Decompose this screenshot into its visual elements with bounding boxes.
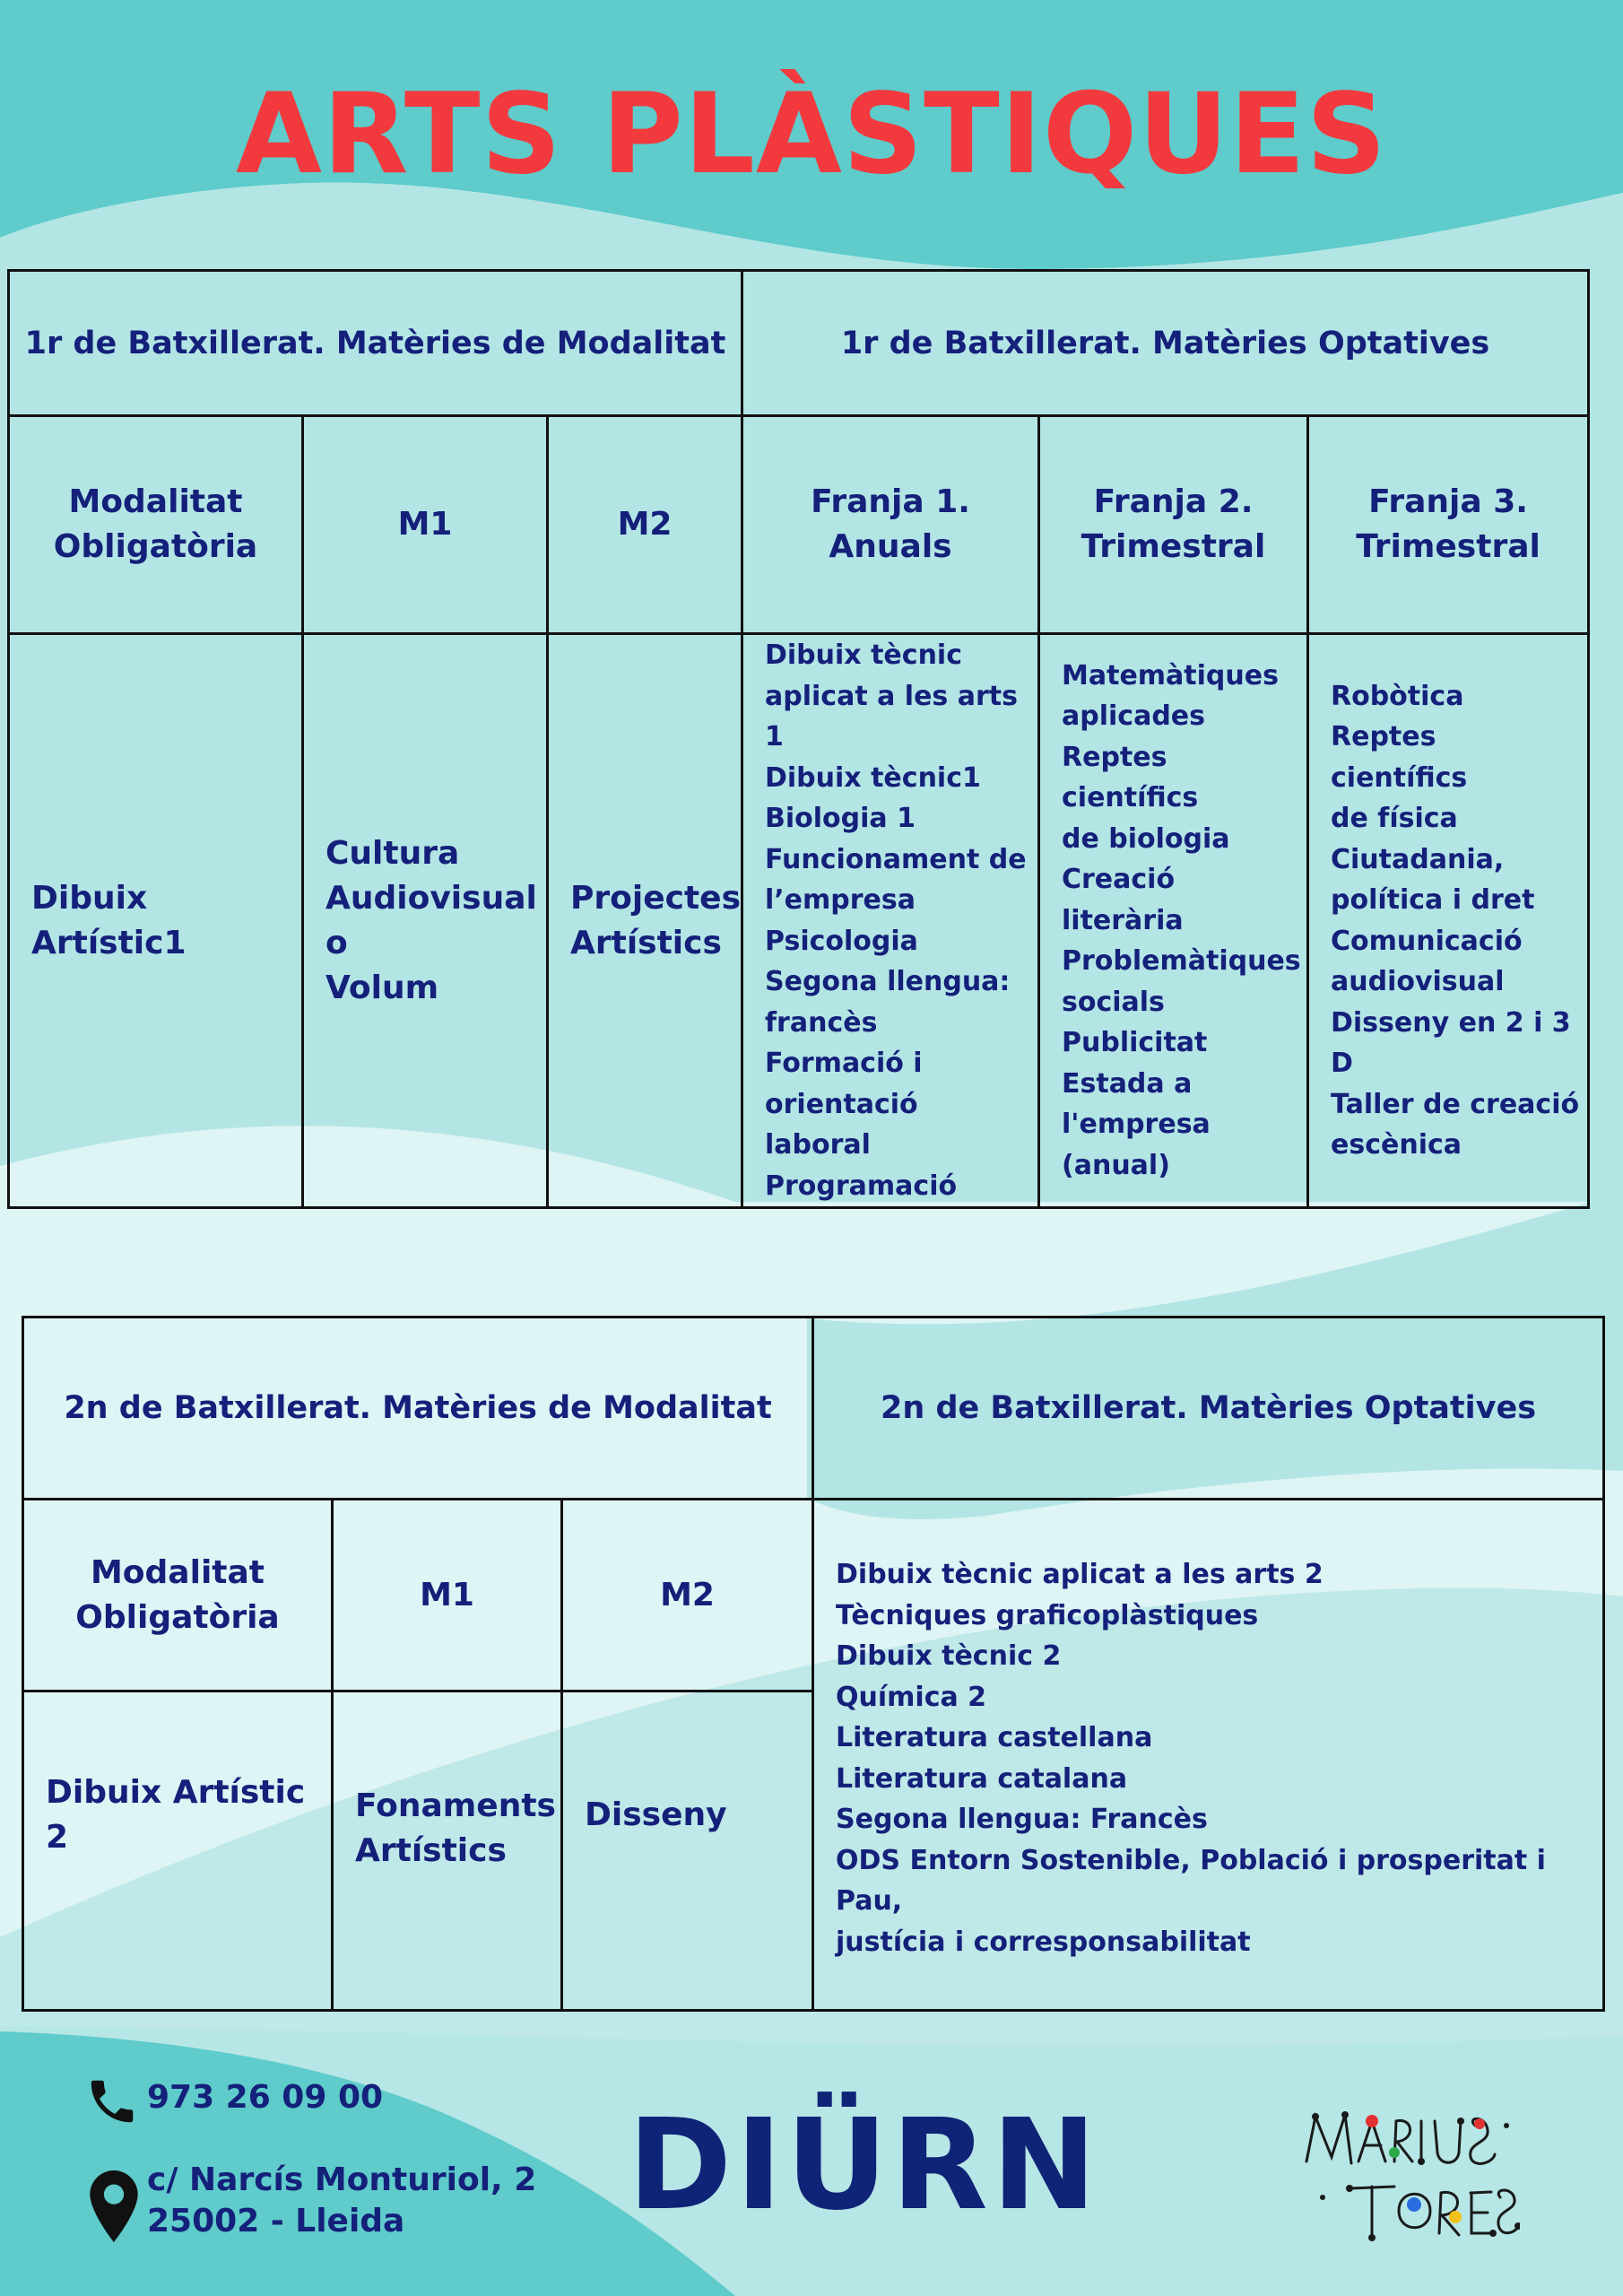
location-pin-icon [90,2170,138,2242]
second-year-m1-value: Fonaments Artístics [333,1692,562,2011]
first-year-col-franja2: Franja 2. Trimestral [1039,416,1308,634]
second-year-modalitat-header: 2n de Batxillerat. Matèries de Modalitat [23,1318,813,1500]
first-year-m2-value: Projectes Artístics [548,634,742,1208]
second-year-optatives-header: 2n de Batxillerat. Matèries Optatives [813,1318,1604,1500]
first-year-col-m2: M2 [548,416,742,634]
second-year-optatives-list: Dibuix tècnic aplicat a les arts 2 Tècniques graficoplàstiques Dibuix tècnic 2 Química 2 Literatura castellana Literatura catalana Segona llengua: Francès ODS Entorn Sostenible, Població i prosperitat i Pau, justícia i corresponsabilitat [813,1500,1604,2011]
first-year-franja2-list: Matemàtiques aplicades Reptes científics de biologia Creació literària Problemàtiques socials Publicitat Estada a l'empresa (anual) [1039,634,1308,1208]
first-year-modalitat-value: Dibuix Artístic1 [9,634,303,1208]
first-year-modalitat-header: 1r de Batxillerat. Matèries de Modalitat [9,271,742,416]
school-logo [1296,2099,1520,2260]
first-year-optatives-header: 1r de Batxillerat. Matèries Optatives [742,271,1589,416]
second-year-col-modalitat: Modalitat Obligatòria [23,1500,333,1692]
phone-number: 973 26 09 00 [147,2079,384,2116]
first-year-franja1-list: Dibuix tècnic aplicat a les arts 1 Dibuix tècnic1 Biologia 1 Funcionament de l’empresa Psicologia Segona llengua: francès Formació i orientació laboral Programació [742,634,1039,1208]
first-year-m1-value: Cultura Audiovisual o Volum [303,634,548,1208]
first-year-col-franja1: Franja 1. Anuals [742,416,1039,634]
address: c/ Narcís Monturiol, 2 25002 - Lleida [147,2161,537,2239]
second-year-modalitat-value: Dibuix Artístic 2 [23,1692,333,2011]
phone-icon [84,2072,140,2131]
second-year-col-m1: M1 [333,1500,562,1692]
first-year-col-modalitat: Modalitat Obligatòria [9,416,303,634]
second-year-table [22,1316,1605,2012]
first-year-col-franja3: Franja 3. Trimestral [1308,416,1589,634]
first-year-col-m1: M1 [303,416,548,634]
brand-wordmark: DIÜRN [628,2092,1100,2239]
second-year-m2-value: Disseny [562,1692,813,2011]
first-year-franja3-list: Robòtica Reptes científics de física Ciutadania, política i dret Comunicació audiovisual Disseny en 2 i 3 D Taller de creació escènica [1308,634,1589,1208]
page-title: ARTS PLÀSTIQUES [236,70,1387,199]
second-year-col-m2: M2 [562,1500,813,1692]
first-year-table [7,269,1590,1209]
